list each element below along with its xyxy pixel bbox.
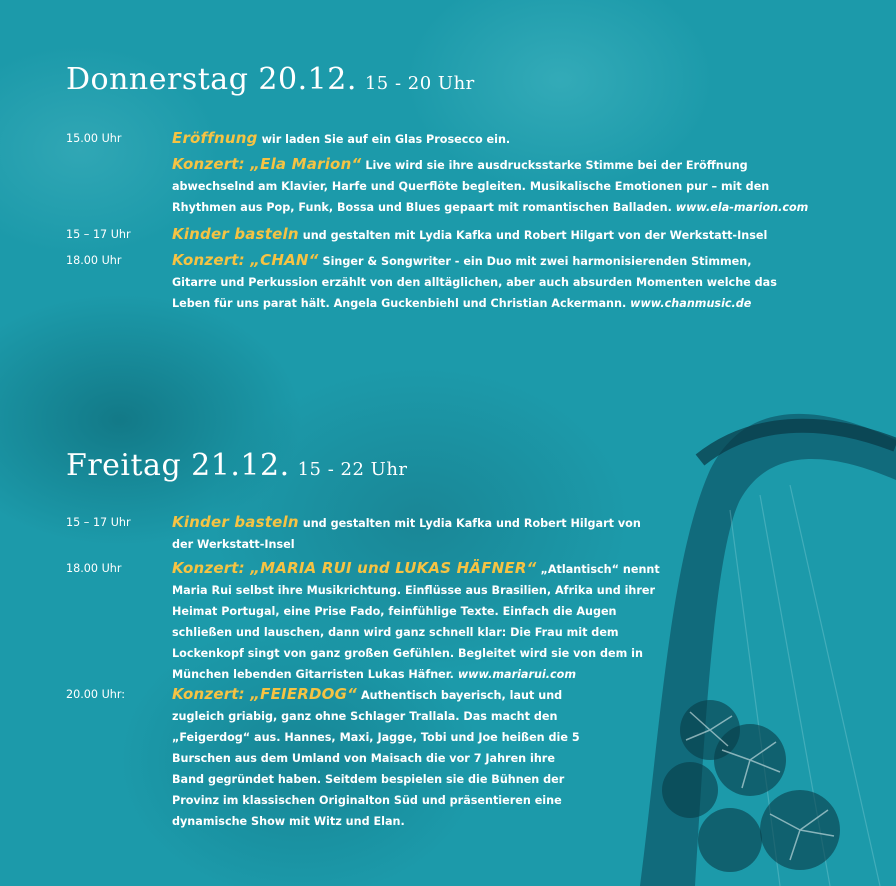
event-description: und gestalten mit Lydia Kafka und Robert Hilgart von der Werkstatt-Insel bbox=[172, 517, 641, 551]
day-heading-freitag bbox=[66, 448, 408, 483]
event-description: Live wird sie ihre ausdrucksstarke Stimme bei der Eröffnung abwechselnd am Klavier, Harfe und Querflöte begleiten. Musikalische Emotionen pur – mit den Rhythmen aus Pop, Funk, Bossa und Blues gepaart mit romantischen Balladen. bbox=[172, 159, 770, 214]
event-title: Kinder basteln bbox=[172, 225, 299, 243]
event-description: Authentisch bayerisch, laut und zugleich griabig, ganz ohne Schlager Trallala. Das macht den „Feigerdog“ aus. Hannes, Maxi, Jagge, Tobi und Joe heißen die 5 Burschen aus dem Umland von Maisach die vor 7 Jahren ihre Band gegründet haben. Seitdem bespielen sie die Bühnen der Provinz im klassischen Originalton Süd und präsentieren eine dynamische Show mit Witz und Elan. bbox=[172, 689, 580, 828]
event-title: Konzert: „MARIA RUI und LUKAS HÄFNER“ bbox=[172, 559, 537, 577]
event-time: 20.00 Uhr: bbox=[66, 688, 126, 701]
event-description: Singer & Songwriter - ein Duo mit zwei harmonisierenden Stimmen, Gitarre und Perkussion erzählt von den alltäglichen, aber auch absurden Momenten welche das Leben für uns parat hält. Angela Guckenbiehl und Christian Ackermann. bbox=[172, 255, 777, 310]
event-title: Eröffnung bbox=[172, 129, 258, 147]
event-time: 15.00 Uhr bbox=[66, 132, 122, 145]
event-description: „Atlantisch“ nennt Maria Rui selbst ihre Musikrichtung. Einflüsse aus Brasilien, Afrika und ihrer Heimat Portugal, eine Prise Fado, feinfühlige Texte. Einfach die Augen schließen und lauschen, dann wird ganz schnell klar: Die Frau mit dem Lockenkopf singt von ganz großen Gefühlen. Begleitet wird sie von dem in München lebenden Gitarristen Lukas Häfner. bbox=[172, 563, 660, 681]
day-title: Freitag 21.12. bbox=[66, 448, 290, 483]
event-url: www.ela-marion.com bbox=[675, 201, 809, 214]
event-time: 18.00 Uhr bbox=[66, 562, 122, 575]
event-time: 15 – 17 Uhr bbox=[66, 516, 131, 529]
event-title: Konzert: „Ela Marion“ bbox=[172, 155, 362, 173]
event-title: Konzert: „FEIERDOG“ bbox=[172, 685, 357, 703]
day-title: Donnerstag 20.12. bbox=[66, 62, 357, 97]
day-hours: 15 - 22 Uhr bbox=[297, 459, 408, 480]
event-time: 18.00 Uhr bbox=[66, 254, 122, 267]
event-url: www.mariarui.com bbox=[457, 668, 577, 681]
day-heading-donnerstag bbox=[66, 62, 475, 97]
event-url: www.chanmusic.de bbox=[630, 297, 752, 310]
event-description: und gestalten mit Lydia Kafka und Robert Hilgart von der Werkstatt-Insel bbox=[302, 229, 768, 242]
event-time: 15 – 17 Uhr bbox=[66, 228, 131, 241]
day-hours: 15 - 20 Uhr bbox=[364, 73, 475, 94]
event-title: Konzert: „CHAN“ bbox=[172, 251, 319, 269]
event-title: Kinder basteln bbox=[172, 513, 299, 531]
event-description: wir laden Sie auf ein Glas Prosecco ein. bbox=[261, 133, 511, 146]
